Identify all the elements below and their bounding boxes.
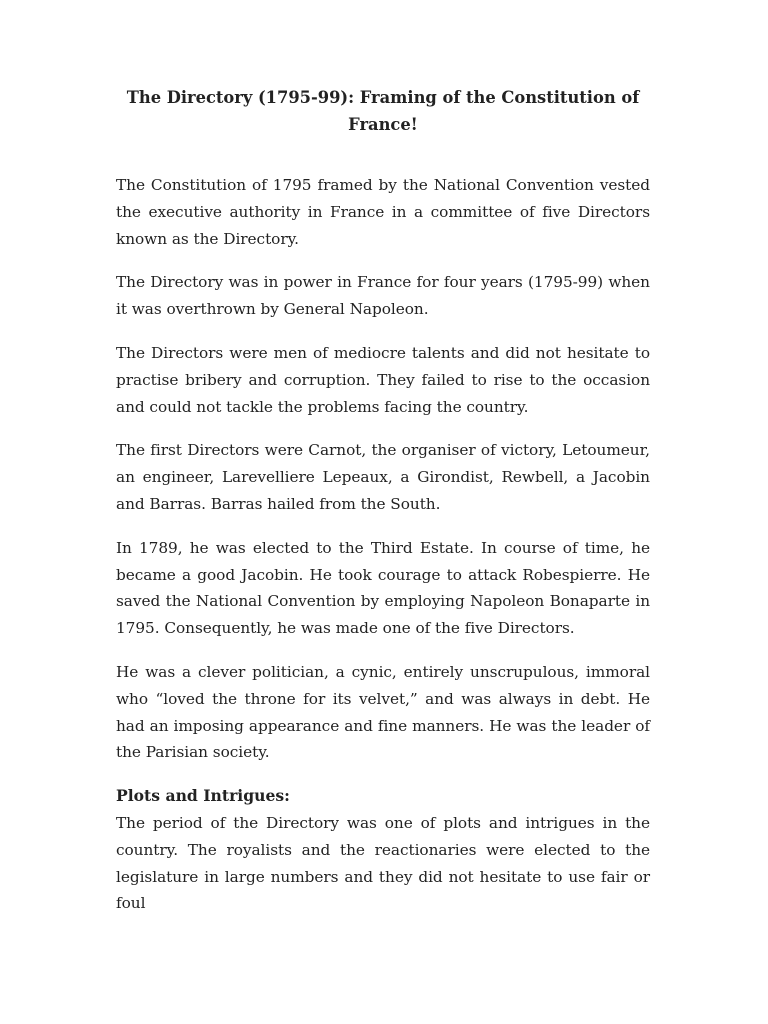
section-heading-plots: Plots and Intrigues: bbox=[116, 786, 290, 806]
page-title: The Directory (1795-99): Framing of the Constitution of France! bbox=[126, 88, 640, 134]
paragraph-constitution: The Constitution of 1795 framed by the National Convention vested the executive authority in France in a committee of five Directors known as the Directory. bbox=[116, 176, 650, 248]
paragraph-plots-intrigues: The period of the Directory was one of plots and intrigues in the country. The royalists and the reactionaries were elected to the legislature in large numbers and they did not hesitate to use fair or foul bbox=[116, 813, 650, 913]
paragraph-first-directors: The first Directors were Carnot, the organiser of victory, Letoumeur, an engineer, Larevelliere Lepeaux, a Girondist, Rewbell, a Jacobin and Barras. Barras hailed from the South. bbox=[116, 441, 650, 513]
paragraph-directory-power: The Directory was in power in France for four years (1795-99) when it was overthrown by General Napoleon. bbox=[116, 273, 650, 319]
document-body bbox=[116, 84, 650, 917]
paragraph-directors-character: The Directors were men of mediocre talents and did not hesitate to practise bribery and corruption. They failed to rise to the occasion and could not tackle the problems facing the country. bbox=[116, 343, 650, 416]
paragraph-barras-character: He was a clever politician, a cynic, entirely unscrupulous, immoral who “loved the throne for its velvet,” and was always in debt. He had an imposing appearance and fine manners. He was the leader of the Parisian society. bbox=[116, 662, 650, 762]
paragraph-barras-career: In 1789, he was elected to the Third Estate. In course of time, he became a good Jacobin. He took courage to attack Robespierre. He saved the National Convention by employing Napoleon Bonaparte in 1795. Consequently, he was made one of the five Directors. bbox=[116, 538, 650, 638]
